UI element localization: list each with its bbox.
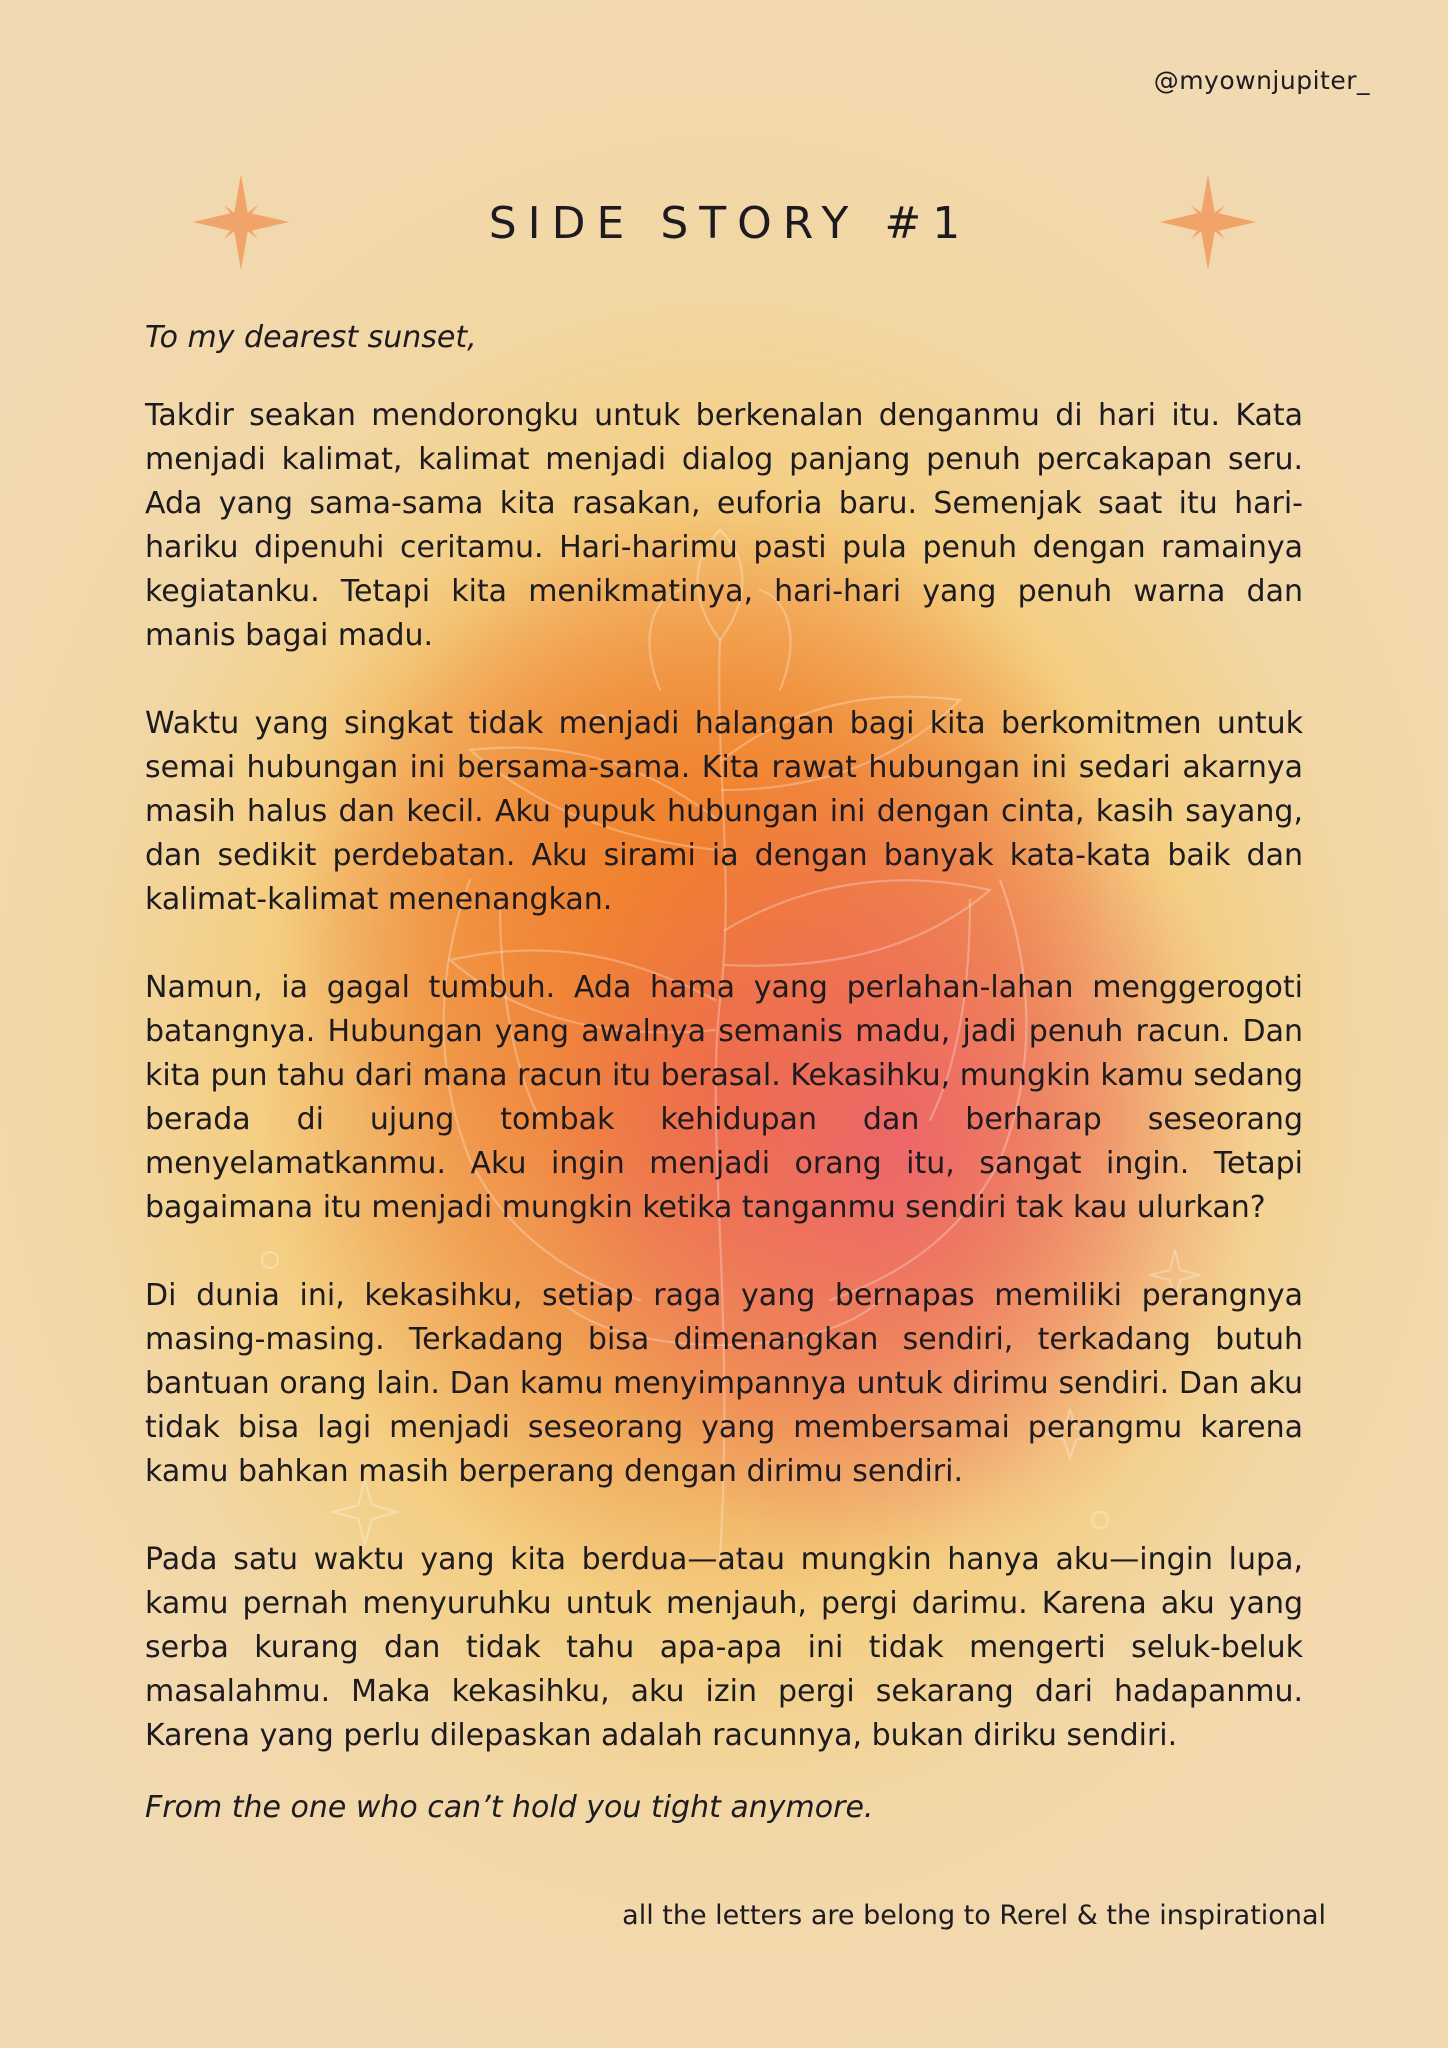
letter-closing: From the one who can’t hold you tight anymore. xyxy=(145,1790,874,1825)
letter-paragraph: Takdir seakan mendorongku untuk berkenalan denganmu di hari itu. Kata menjadi kalimat, kalimat menjadi dialog panjang penuh percakapan seru. Ada yang sama-sama kita rasakan, euforia baru. Semenjak saat itu hari-hariku dipenuhi ceritamu. Hari-harimu pasti pula penuh dengan ramainya kegiatanku. Tetapi kita menikmatinya, hari-hari yang penuh warna dan manis bagai madu. xyxy=(145,398,1303,653)
credit-footer: all the letters are belong to Rerel & the inspirational xyxy=(622,1900,1326,1931)
letter-paragraph: Pada satu waktu yang kita berdua—atau mungkin hanya aku—ingin lupa, kamu pernah menyuruhku untuk menjauh, pergi darimu. Karena aku yang serba kurang dan tidak tahu apa-apa ini tidak mengerti seluk-beluk masalahmu. Maka kekasihku, aku izin pergi sekarang dari hadapanmu. Karena yang perlu dilepaskan adalah racunnya, bukan diriku sendiri. xyxy=(145,1542,1303,1753)
four-point-star-icon xyxy=(1160,174,1256,270)
title-row xyxy=(0,170,1448,280)
letter-paragraph: Namun, ia gagal tumbuh. Ada hama yang perlahan-lahan menggerogoti batangnya. Hubungan yang awalnya semanis madu, jadi penuh racun. Dan kita pun tahu dari mana racun itu berasal. Kekasihku, mungkin kamu sedang berada di ujung tombak kehidupan dan berharap seseorang menyelamatkanmu. Aku ingin menjadi orang itu, sangat ingin. Tetapi bagaimana itu menjadi mungkin ketika tanganmu sendiri tak kau ulurkan? xyxy=(145,970,1303,1225)
author-handle: @myownjupiter_ xyxy=(1153,66,1370,95)
letter-greeting: To my dearest sunset, xyxy=(145,320,477,355)
page-title: SIDE STORY #1 xyxy=(488,198,972,249)
letter-body xyxy=(145,316,1303,1830)
letter-paragraph: Waktu yang singkat tidak menjadi halangan bagi kita berkomitmen untuk semai hubungan ini bersama-sama. Kita rawat hubungan ini sedari akarnya masih halus dan kecil. Aku pupuk hubungan ini dengan cinta, kasih sayang, dan sedikit perdebatan. Aku sirami ia dengan banyak kata-kata baik dan kalimat-kalimat menenangkan. xyxy=(145,706,1303,917)
letter-paragraph: Di dunia ini, kekasihku, setiap raga yang bernapas memiliki perangnya masing-masing. Terkadang bisa dimenangkan sendiri, terkadang butuh bantuan orang lain. Dan kamu menyimpannya untuk dirimu sendiri. Dan aku tidak bisa lagi menjadi seseorang yang membersamai perangmu karena kamu bahkan masih berperang dengan dirimu sendiri. xyxy=(145,1278,1303,1489)
